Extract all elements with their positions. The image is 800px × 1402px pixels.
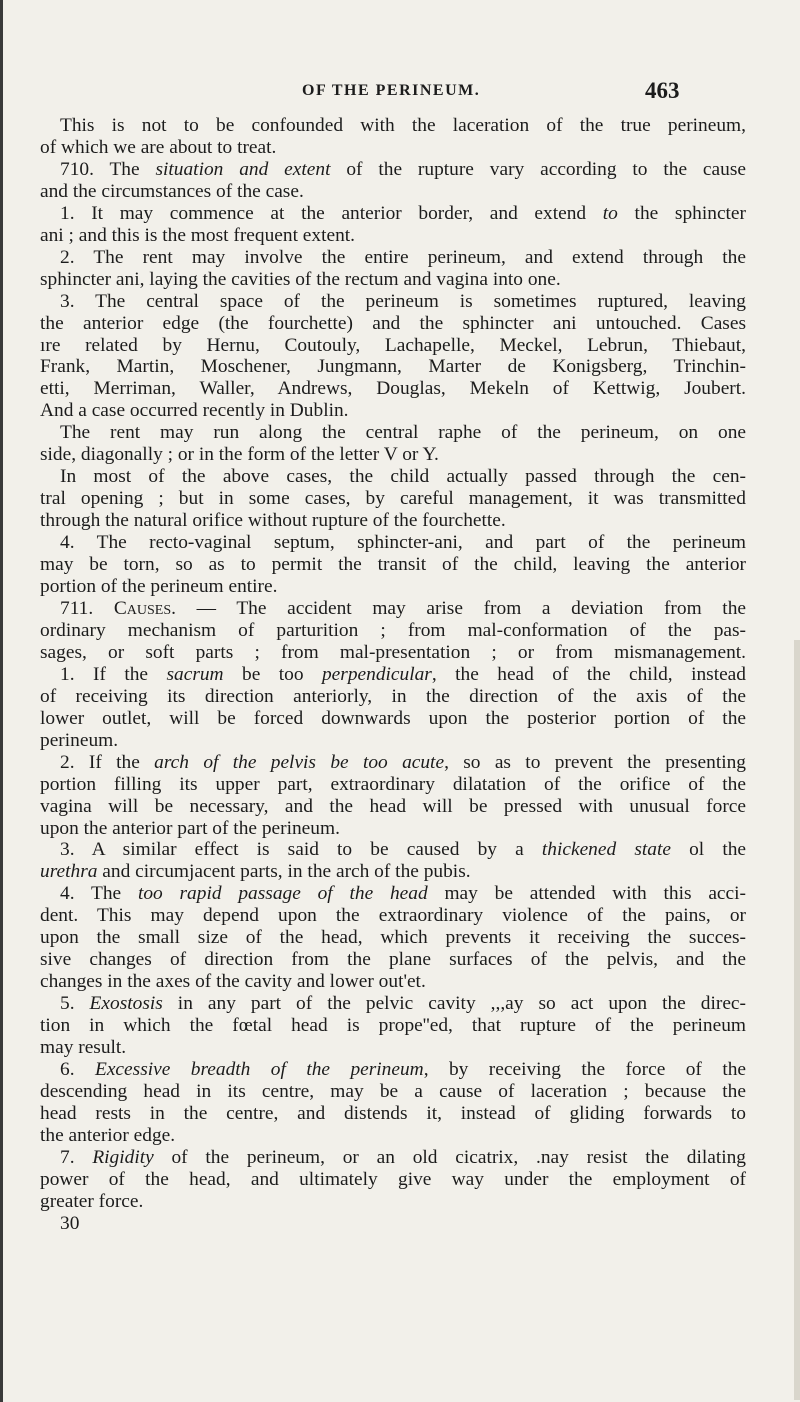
text-line <box>40 1037 746 1059</box>
text-line <box>40 532 746 554</box>
text-run: ol the <box>670 839 747 861</box>
text-run: portion filling its upper part, extraordinary dilatation of the orifice of the <box>40 773 746 795</box>
text-run: descending head in its centre, may be a cause of laceration ; because the <box>40 1080 746 1102</box>
text-run: In most of the above cases, the child actually passed through the cen- <box>60 466 746 488</box>
text-run: 4. The <box>60 883 138 905</box>
text-run: — The accident may arise from a deviation from the <box>176 597 746 619</box>
text-line <box>40 1081 746 1103</box>
text-run: head rests in the centre, and distends it, instead of gliding forwards to <box>40 1102 746 1124</box>
text-line <box>40 576 746 598</box>
text-line <box>40 1147 746 1169</box>
text-line <box>40 1103 746 1125</box>
text-run: 6. <box>60 1058 95 1080</box>
text-line <box>40 839 746 861</box>
text-run: , the head of the child, instead <box>431 663 746 685</box>
text-run: ordinary mechanism of parturition ; from mal-conformation of the pas- <box>40 619 746 641</box>
text-line <box>40 225 746 247</box>
text-run: of receiving its direction anteriorly, in the direction of the axis of the <box>40 685 746 707</box>
text-line <box>40 115 746 137</box>
text-run: of the rupture vary according to the cause <box>330 158 746 180</box>
text-run: may be torn, so as to permit the transit of the child, leaving the anterior <box>40 554 746 576</box>
text-line <box>40 356 746 378</box>
text-run: sphincter ani, laying the cavities of the rectum and vagina into one. <box>40 268 561 290</box>
text-run: and circumjacent parts, in the arch of the pubis. <box>97 861 471 883</box>
text-line <box>40 1059 746 1081</box>
text-run: in any part of the pelvic cavity ,,,ay so act upon the direc- <box>162 993 746 1015</box>
text-line <box>40 883 746 905</box>
text-line <box>40 466 746 488</box>
text-run: 2. The rent may involve the entire perineum, and extend through the <box>60 246 746 268</box>
text-run: etti, Merriman, Waller, Andrews, Douglas, Mekeln of Kettwig, Joubert. <box>40 378 746 400</box>
text-run: through the natural orifice without rupture of the fourchette. <box>40 510 506 532</box>
text-run: Frank, Martin, Moschener, Jungmann, Marter de Konigsberg, Trinchin- <box>40 356 746 378</box>
text-run: 5. <box>60 993 90 1015</box>
text-run: , by receiving the force of the <box>423 1058 747 1080</box>
text-run: This is not to be confounded with the laceration of the true perineum, <box>60 115 746 136</box>
text-line <box>40 159 746 181</box>
italic-text: too rapid passage of the head <box>137 883 428 905</box>
text-run: 4. The recto-vaginal septum, sphincter-ani, and part of the perineum <box>60 532 746 554</box>
text-line <box>40 730 746 752</box>
text-run: The rent may run along the central raphe of the perineum, on one <box>60 422 746 444</box>
italic-text: urethra <box>40 861 98 883</box>
text-line <box>40 774 746 796</box>
text-run: side, diagonally ; or in the form of the letter V or Y. <box>40 444 439 466</box>
text-run: may be attended with this acci- <box>427 883 746 905</box>
italic-text: perpendicular <box>321 663 432 685</box>
italic-text: Rigidity <box>92 1146 154 1168</box>
text-line <box>40 620 746 642</box>
text-run: Causes. <box>113 597 176 619</box>
italic-text: arch of the pelvis be too acute <box>154 751 445 773</box>
text-line <box>40 335 746 357</box>
text-run: ıre related by Hernu, Coutouly, Lachapelle, Meckel, Lebrun, Thiebaut, <box>40 334 746 356</box>
text-line <box>40 686 746 708</box>
text-line <box>40 400 746 422</box>
text-run: tion in which the fœtal head is prope''ed, that rupture of the perineum <box>40 1015 746 1037</box>
text-line <box>40 488 746 510</box>
text-run: 3. The central space of the perineum is sometimes ruptured, leaving <box>60 290 746 312</box>
text-line <box>40 664 746 686</box>
text-line <box>40 949 746 971</box>
text-run: 2. If the <box>60 751 155 773</box>
text-run: perineum. <box>40 729 119 751</box>
text-run: 710. The <box>60 158 156 180</box>
page-number: 463 <box>645 78 680 103</box>
text-line <box>40 378 746 400</box>
text-run: sages, or soft parts ; from mal-presentation ; or from mismanagement. <box>40 641 746 663</box>
body-text <box>40 115 746 1235</box>
page-right-edge <box>794 640 800 1400</box>
text-line <box>40 554 746 576</box>
text-run: 711. <box>60 597 114 619</box>
italic-text: sacrum <box>166 663 224 685</box>
page-binding-edge <box>0 0 3 1402</box>
text-line <box>40 796 746 818</box>
text-run: sive changes of direction from the plane surfaces of the pelvis, and the <box>40 949 746 971</box>
text-run: be too <box>223 663 322 685</box>
italic-text: thickened state <box>541 839 671 861</box>
page-header <box>0 78 800 108</box>
text-line <box>40 861 746 883</box>
text-run: the anterior edge (the fourchette) and the sphincter ani untouched. Cases <box>40 312 746 334</box>
text-run: tral opening ; but in some cases, by careful management, it was transmitted <box>40 488 746 510</box>
text-line <box>40 1015 746 1037</box>
text-line <box>40 313 746 335</box>
italic-text: situation and extent <box>155 158 331 180</box>
text-line <box>40 422 746 444</box>
text-run: 7. <box>60 1146 93 1168</box>
running-head: OF THE PERINEUM. <box>302 82 481 99</box>
text-line <box>40 818 746 840</box>
italic-text: Excessive breadth of the perineum <box>94 1058 424 1080</box>
text-run: of the perineum, or an old cicatrix, .nay resist the dilating <box>153 1146 746 1168</box>
text-run: of which we are about to treat. <box>40 136 277 158</box>
italic-text: Exostosis <box>89 993 163 1015</box>
text-line <box>40 993 746 1015</box>
text-run: portion of the perineum entire. <box>40 576 278 598</box>
text-run: dent. This may depend upon the extraordinary violence of the pains, or <box>40 905 746 927</box>
text-run: the sphincter <box>617 202 746 224</box>
text-line <box>40 137 746 159</box>
text-run: the anterior edge. <box>40 1124 176 1146</box>
text-line <box>40 642 746 664</box>
text-run: 1. It may commence at the anterior border, and extend <box>60 202 603 224</box>
text-line <box>40 971 746 993</box>
text-run: upon the anterior part of the perineum. <box>40 817 340 839</box>
text-line <box>40 247 746 269</box>
italic-text: to <box>602 202 618 224</box>
text-run: 1. If the <box>60 663 167 685</box>
text-run: 3. A similar effect is said to be caused by a <box>60 839 542 861</box>
text-line <box>40 1191 746 1213</box>
text-run: changes in the axes of the cavity and lower out'et. <box>40 971 426 993</box>
text-run: ani ; and this is the most frequent extent. <box>40 224 356 246</box>
text-line <box>40 905 746 927</box>
signature-mark: 30 <box>60 1212 80 1234</box>
text-run: and the circumstances of the case. <box>40 180 304 202</box>
text-run: lower outlet, will be forced downwards upon the posterior portion of the <box>40 707 746 729</box>
text-line <box>40 444 746 466</box>
text-line <box>40 203 746 225</box>
text-line <box>40 269 746 291</box>
text-line <box>40 927 746 949</box>
text-line <box>40 598 746 620</box>
text-line <box>40 752 746 774</box>
text-line <box>40 1125 746 1147</box>
text-line <box>40 181 746 203</box>
text-run: power of the head, and ultimately give way under the employment of <box>40 1168 746 1190</box>
text-run: vagina will be necessary, and the head will be pressed with unusual force <box>40 795 746 817</box>
text-run: And a case occurred recently in Dublin. <box>40 400 349 422</box>
text-run: greater force. <box>40 1190 144 1212</box>
text-line <box>40 510 746 532</box>
text-run: upon the small size of the head, which prevents it receiving the succes- <box>40 927 746 949</box>
text-run: may result. <box>40 1037 127 1059</box>
text-line <box>40 291 746 313</box>
text-line <box>40 708 746 730</box>
text-run: , so as to prevent the presenting <box>444 751 746 773</box>
text-line <box>40 1169 746 1191</box>
